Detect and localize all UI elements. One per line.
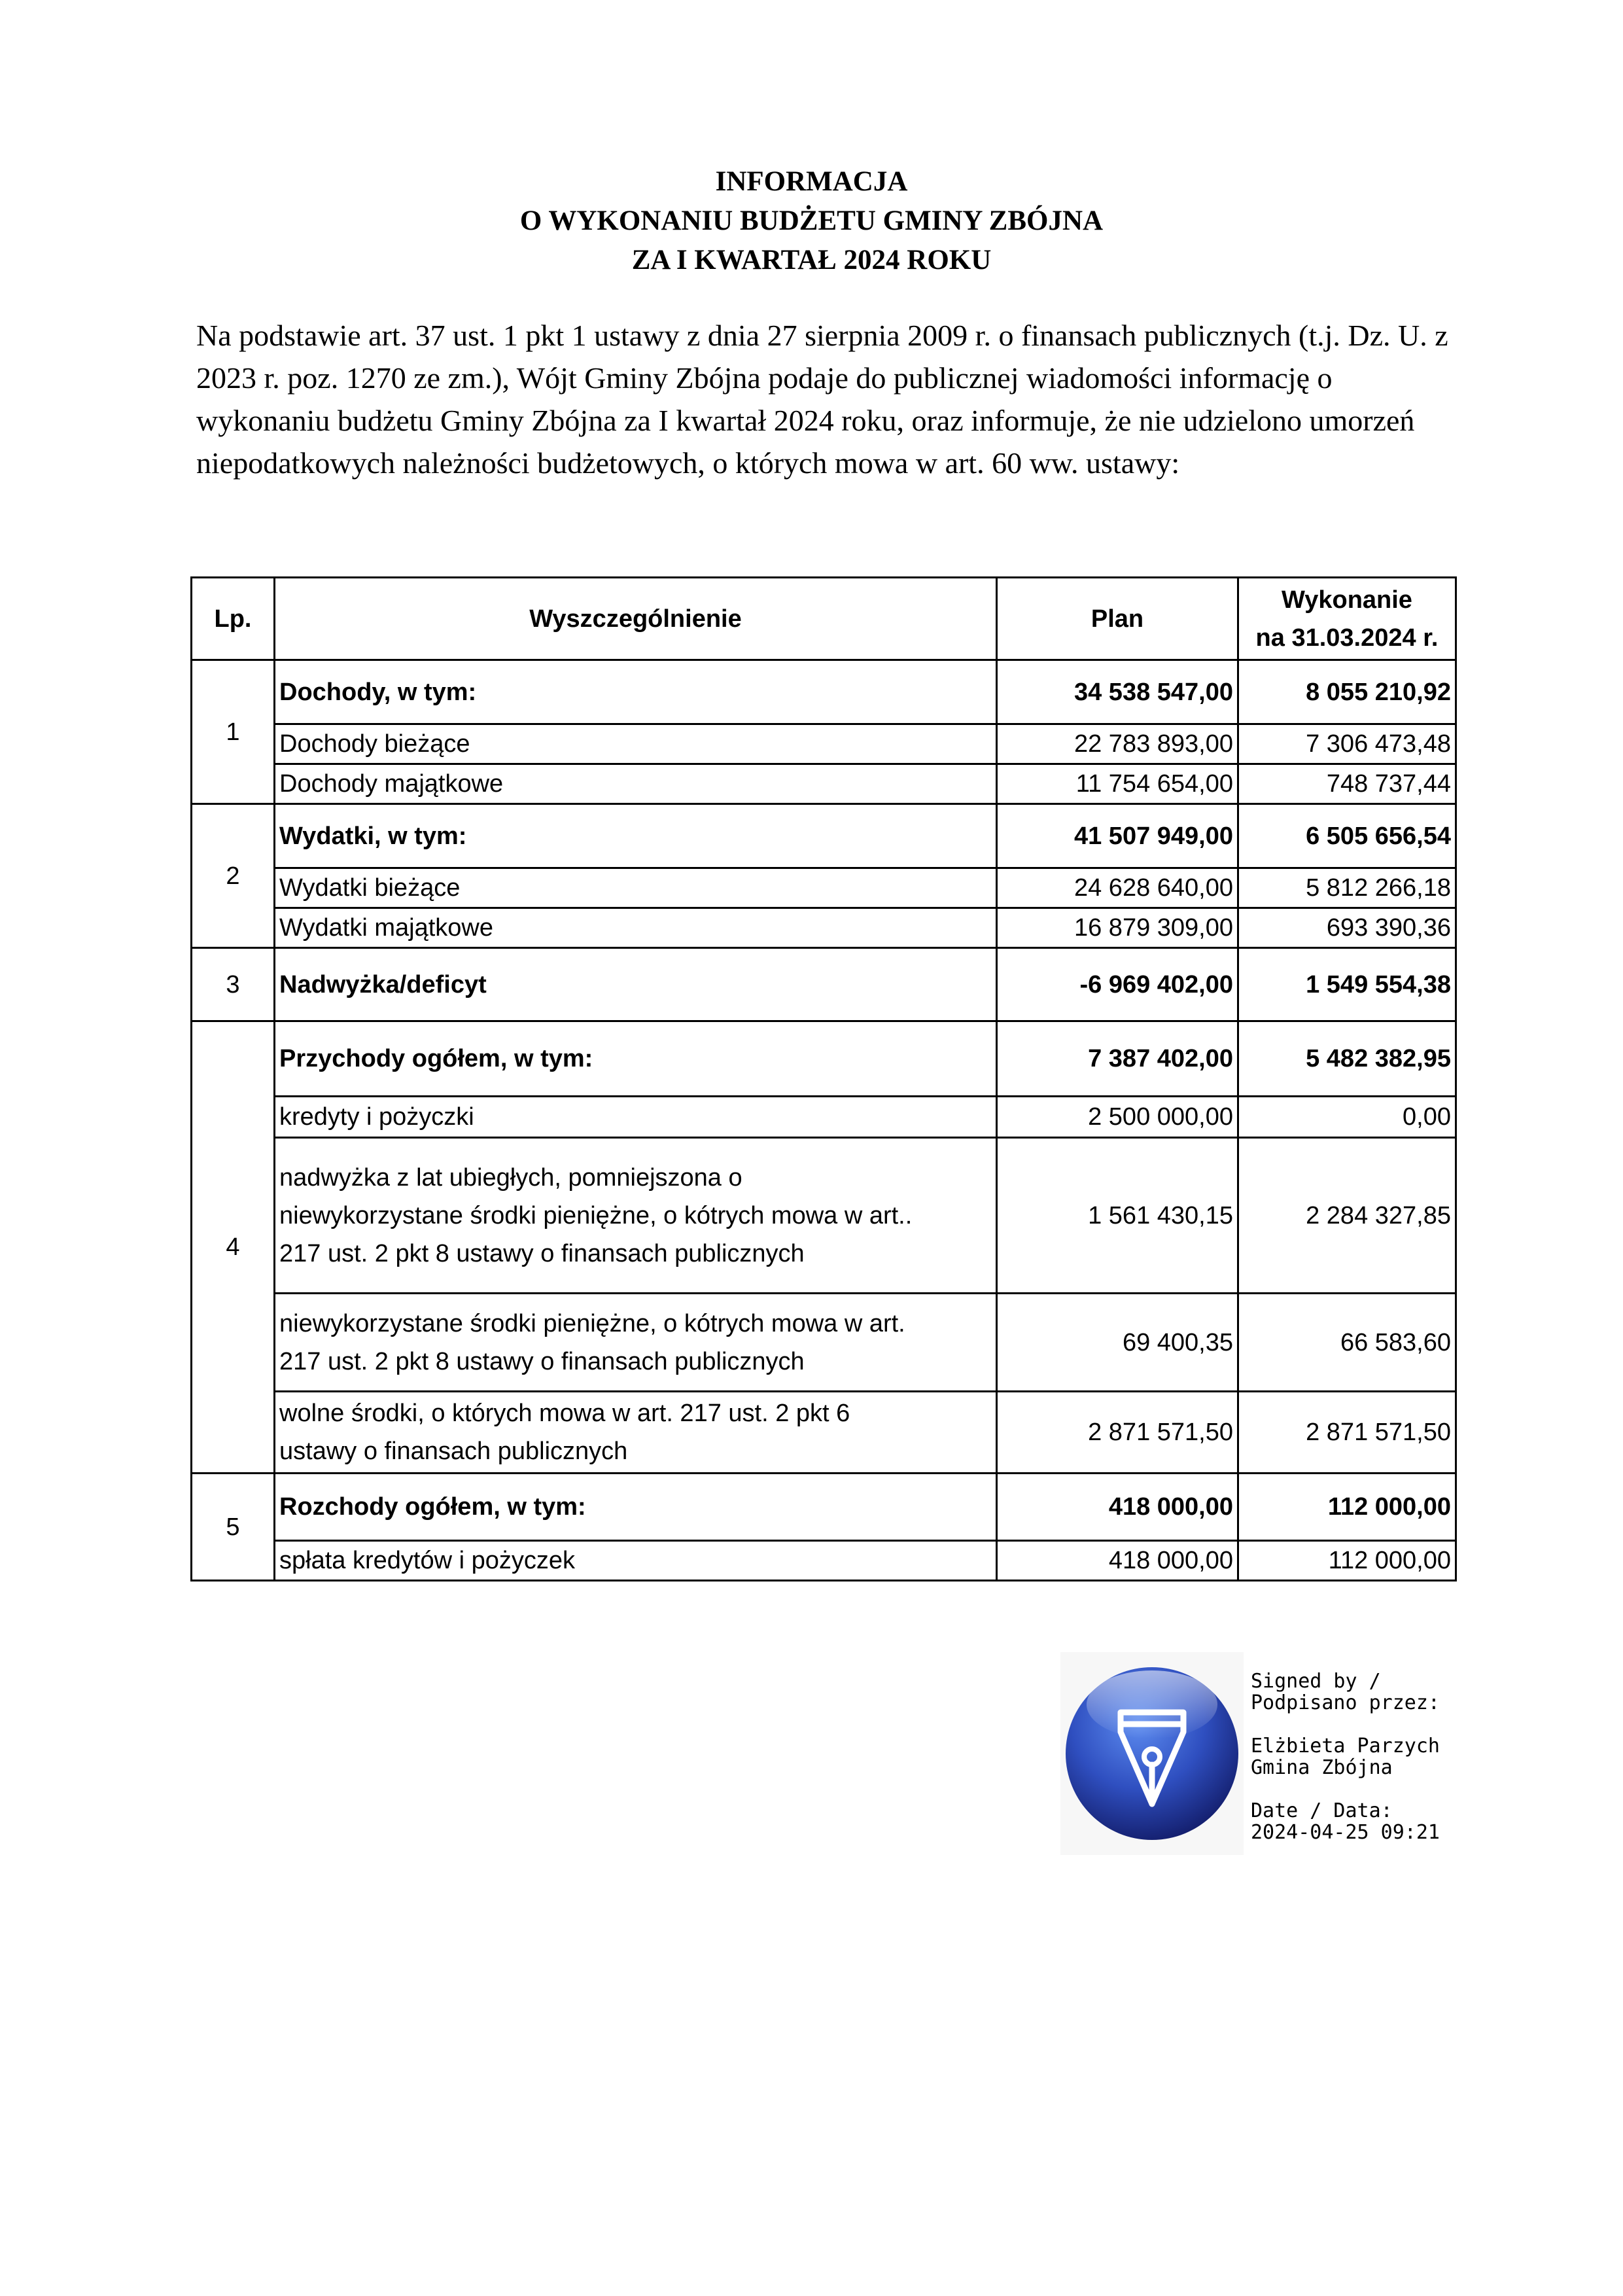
row-description [275,1294,997,1392]
row-execution: 0,00 [1238,1097,1456,1138]
row-description: kredyty i pożyczki [275,1097,997,1138]
row-description-line: nadwyżka z lat ubiegłych, pomniejszona o [279,1163,742,1192]
row-plan: 418 000,00 [997,1541,1238,1581]
row-description-line: 217 ust. 2 pkt 8 ustawy o finansach publicznych [279,1347,805,1375]
row-execution: 2 871 571,50 [1238,1392,1456,1474]
table-row [192,868,1456,908]
table-row [192,1138,1456,1294]
row-plan: 2 871 571,50 [997,1392,1238,1474]
row-number: 4 [192,1021,275,1474]
signature-badge [1060,1652,1244,1855]
intro-paragraph: Na podstawie art. 37 ust. 1 pkt 1 ustawy z dnia 27 sierpnia 2009 r. o finansach publicznych (t.j. Dz. U. z 2023 r. poz. 1270 ze zm.), Wójt Gminy Zbójna podaje do publicznej wiadomości informację o wykonaniu budżetu Gminy Zbójna za I kwartał 2024 roku, oraz informuje, że nie udzielono umorzeń niepodatkowych należności budżetowych, o których mowa w art. 60 ww. ustawy: [196,319,1448,480]
signer-organization: Gmina Zbójna [1251,1756,1393,1779]
row-description-line: ustawy o finansach publicznych [279,1438,628,1465]
title-line-1: INFORMACJA [715,166,908,197]
row-plan: 1 561 430,15 [997,1138,1238,1294]
row-description: Rozchody ogółem, w tym: [275,1474,997,1541]
row-number: 2 [192,804,275,948]
table-row [192,660,1456,724]
row-description-line: wolne środki, o których mowa w art. 217 ust. 2 pkt 6 [279,1400,850,1427]
table-row [192,804,1456,868]
table-row [192,1392,1456,1474]
row-plan: 418 000,00 [997,1474,1238,1541]
row-plan: 34 538 547,00 [997,660,1238,724]
row-plan: 2 500 000,00 [997,1097,1238,1138]
row-description-line: 217 ust. 2 pkt 8 ustawy o finansach publicznych [279,1239,805,1267]
header-execution-line-1: Wykonanie [1282,586,1412,614]
title-line-3: ZA I KWARTAŁ 2024 ROKU [631,245,992,275]
row-execution: 7 306 473,48 [1238,724,1456,764]
row-description: Wydatki bieżące [275,868,997,908]
header-plan: Plan [997,578,1238,660]
row-execution: 693 390,36 [1238,908,1456,948]
row-description: Dochody bieżące [275,724,997,764]
header-execution-line-2: na 31.03.2024 r. [1255,624,1439,652]
row-plan: 22 783 893,00 [997,724,1238,764]
row-number: 5 [192,1474,275,1581]
row-description: spłata kredytów i pożyczek [275,1541,997,1581]
row-execution: 5 812 266,18 [1238,868,1456,908]
row-execution: 8 055 210,92 [1238,660,1456,724]
table-row [192,1021,1456,1097]
signature-details [1251,1670,1440,1843]
row-number: 1 [192,660,275,804]
row-execution: 112 000,00 [1238,1541,1456,1581]
row-description-line: niewykorzystane środki pieniężne, o kótrych mowa w art.. [279,1201,913,1229]
date-label: Date / Data: [1251,1799,1393,1822]
row-description: Wydatki majątkowe [275,908,997,948]
row-description: Przychody ogółem, w tym: [275,1021,997,1097]
row-execution: 2 284 327,85 [1238,1138,1456,1294]
row-plan: -6 969 402,00 [997,948,1238,1021]
row-description [275,1392,997,1474]
budget-table [190,576,1457,1581]
table-row [192,908,1456,948]
table-row [192,948,1456,1021]
row-execution: 112 000,00 [1238,1474,1456,1541]
row-execution: 5 482 382,95 [1238,1021,1456,1097]
header-description: Wyszczególnienie [275,578,997,660]
fountain-pen-nib-icon [1060,1652,1244,1855]
signer-name: Elżbieta Parzych [1251,1735,1440,1757]
document-title [0,162,1623,280]
row-description: Dochody, w tym: [275,660,997,724]
title-line-2: O WYKONANIU BUDŻETU GMINY ZBÓJNA [519,205,1104,236]
row-execution: 66 583,60 [1238,1294,1456,1392]
table-row [192,764,1456,804]
row-plan: 24 628 640,00 [997,868,1238,908]
row-description: Dochody majątkowe [275,764,997,804]
row-plan: 16 879 309,00 [997,908,1238,948]
table-row [192,1294,1456,1392]
row-plan: 11 754 654,00 [997,764,1238,804]
table-row [192,1541,1456,1581]
row-plan: 69 400,35 [997,1294,1238,1392]
row-execution: 6 505 656,54 [1238,804,1456,868]
row-description-line: niewykorzystane środki pieniężne, o kótrych mowa w art. [279,1309,905,1337]
row-description [275,1138,997,1294]
table-row [192,1097,1456,1138]
row-plan: 7 387 402,00 [997,1021,1238,1097]
row-description: Wydatki, w tym: [275,804,997,868]
table-row [192,1474,1456,1541]
row-execution: 748 737,44 [1238,764,1456,804]
signed-by-line-1: Signed by / [1251,1670,1381,1693]
signed-by-line-2: Podpisano przez: [1251,1691,1440,1714]
row-plan: 41 507 949,00 [997,804,1238,868]
date-value: 2024-04-25 09:21 [1251,1821,1440,1844]
row-description: Nadwyżka/deficyt [275,948,997,1021]
row-execution: 1 549 554,38 [1238,948,1456,1021]
table-header-row [192,578,1456,660]
header-lp: Lp. [192,578,275,660]
header-execution [1238,578,1456,660]
row-number: 3 [192,948,275,1021]
table-row [192,724,1456,764]
